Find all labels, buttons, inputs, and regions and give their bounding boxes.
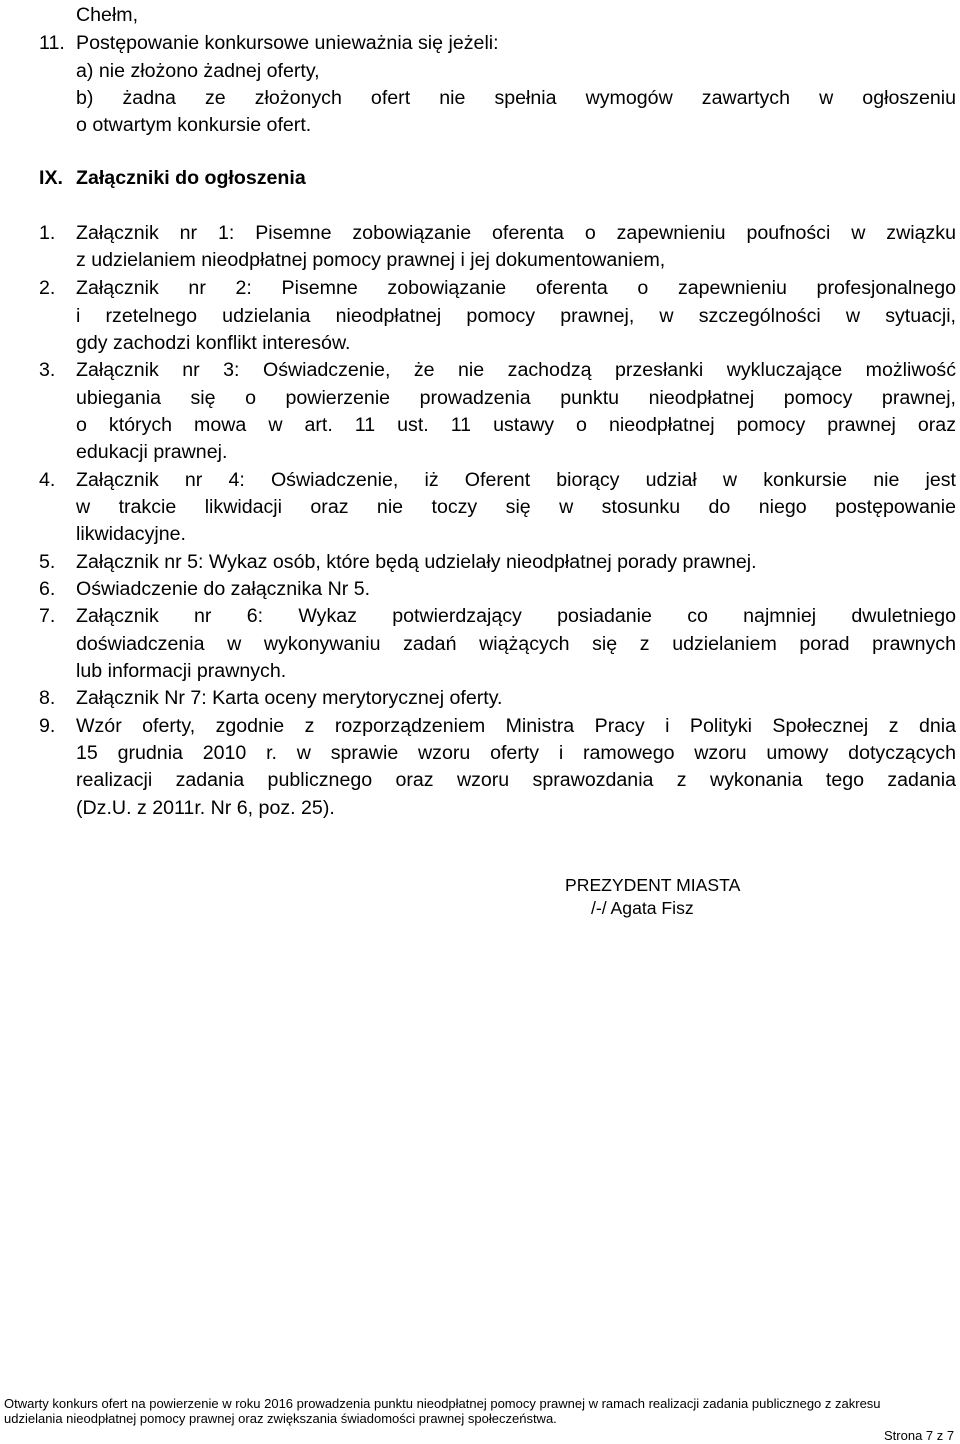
item-number: 5. (39, 551, 56, 573)
item-number: 11. (39, 32, 65, 54)
item-number: 9. (39, 715, 56, 737)
item-number: 4. (39, 469, 56, 491)
text-line: 15 grudnia 2010 r. w sprawie wzoru oferty i ramowego wzoru umowy dotyczących (76, 742, 956, 764)
text-line: Wzór oferty, zgodnie z rozporządzeniem Ministra Pracy i Polityki Społecznej z dnia (76, 715, 956, 737)
text-line: (Dz.U. z 2011r. Nr 6, poz. 25). (76, 797, 335, 819)
text-line: Oświadczenie do załącznika Nr 5. (76, 578, 371, 600)
text-line: i rzetelnego udzielania nieodpłatnej pomocy prawnej, w szczególności w sytuacji, (76, 305, 956, 327)
text-line: a) nie złożono żadnej oferty, (76, 60, 320, 82)
section-title: Załączniki do ogłoszenia (76, 167, 306, 189)
text-line: Załącznik nr 3: Oświadczenie, że nie zachodzą przesłanki wykluczające możliwość (76, 359, 956, 381)
text-line: Postępowanie konkursowe unieważnia się jeżeli: (76, 32, 499, 54)
text-line: Chełm, (76, 4, 139, 26)
item-number: 1. (39, 222, 56, 244)
item-number: 6. (39, 578, 56, 600)
text-line: Załącznik nr 1: Pisemne zobowiązanie oferenta o zapewnieniu poufności w związku (76, 222, 956, 244)
page-number: Strona 7 z 7 (884, 1428, 955, 1443)
text-line: Załącznik nr 4: Oświadczenie, iż Oferent biorący udział w konkursie nie jest (76, 469, 956, 491)
text-line: gdy zachodzi konflikt interesów. (76, 332, 351, 354)
text-line: ubiegania się o powierzenie prowadzenia punktu nieodpłatnej pomocy prawnej, (76, 387, 956, 409)
signature-title: PREZYDENT MIASTA (565, 875, 741, 895)
text-line: z udzielaniem nieodpłatnej pomocy prawnej i jej dokumentowaniem, (76, 249, 666, 271)
section-number: IX. (39, 167, 63, 189)
item-number: 3. (39, 359, 56, 381)
text-line: likwidacyjne. (76, 523, 186, 545)
text-line: Załącznik Nr 7: Karta oceny merytorycznej oferty. (76, 687, 503, 709)
text-line: lub informacji prawnych. (76, 660, 287, 682)
text-line: Załącznik nr 6: Wykaz potwierdzający posiadanie co najmniej dwuletniego (76, 605, 956, 627)
text-line: realizacji zadania publicznego oraz wzoru sprawozdania z wykonania tego zadania (76, 769, 956, 791)
footer-line: Otwarty konkurs ofert na powierzenie w roku 2016 prowadzenia punktu nieodpłatnej pomocy prawnej w ramach realizacji zadania publicznego z zakresu (4, 1396, 881, 1411)
text-line: Załącznik nr 5: Wykaz osób, które będą udzielały nieodpłatnej porady prawnej. (76, 551, 757, 573)
text-line: edukacji prawnej. (76, 441, 228, 463)
item-number: 8. (39, 687, 56, 709)
text-line: Załącznik nr 2: Pisemne zobowiązanie oferenta o zapewnieniu profesjonalnego (76, 277, 956, 299)
item-number: 7. (39, 605, 56, 627)
text-line: o których mowa w art. 11 ust. 11 ustawy o nieodpłatnej pomocy prawnej oraz (76, 414, 956, 436)
footer-line: udzielania nieodpłatnej pomocy prawnej oraz zwiększania świadomości prawnej społeczeństwa. (4, 1411, 557, 1426)
text-line: b) żadna ze złożonych ofert nie spełnia wymogów zawartych w ogłoszeniu (76, 87, 956, 109)
signature-name: /-/ Agata Fisz (591, 898, 694, 918)
text-line: doświadczenia w wykonywaniu zadań wiążących się z udzielaniem porad prawnych (76, 633, 956, 655)
text-line: w trakcie likwidacji oraz nie toczy się w stosunku do niego postępowanie (76, 496, 956, 518)
text-line: o otwartym konkursie ofert. (76, 114, 312, 136)
item-number: 2. (39, 277, 56, 299)
